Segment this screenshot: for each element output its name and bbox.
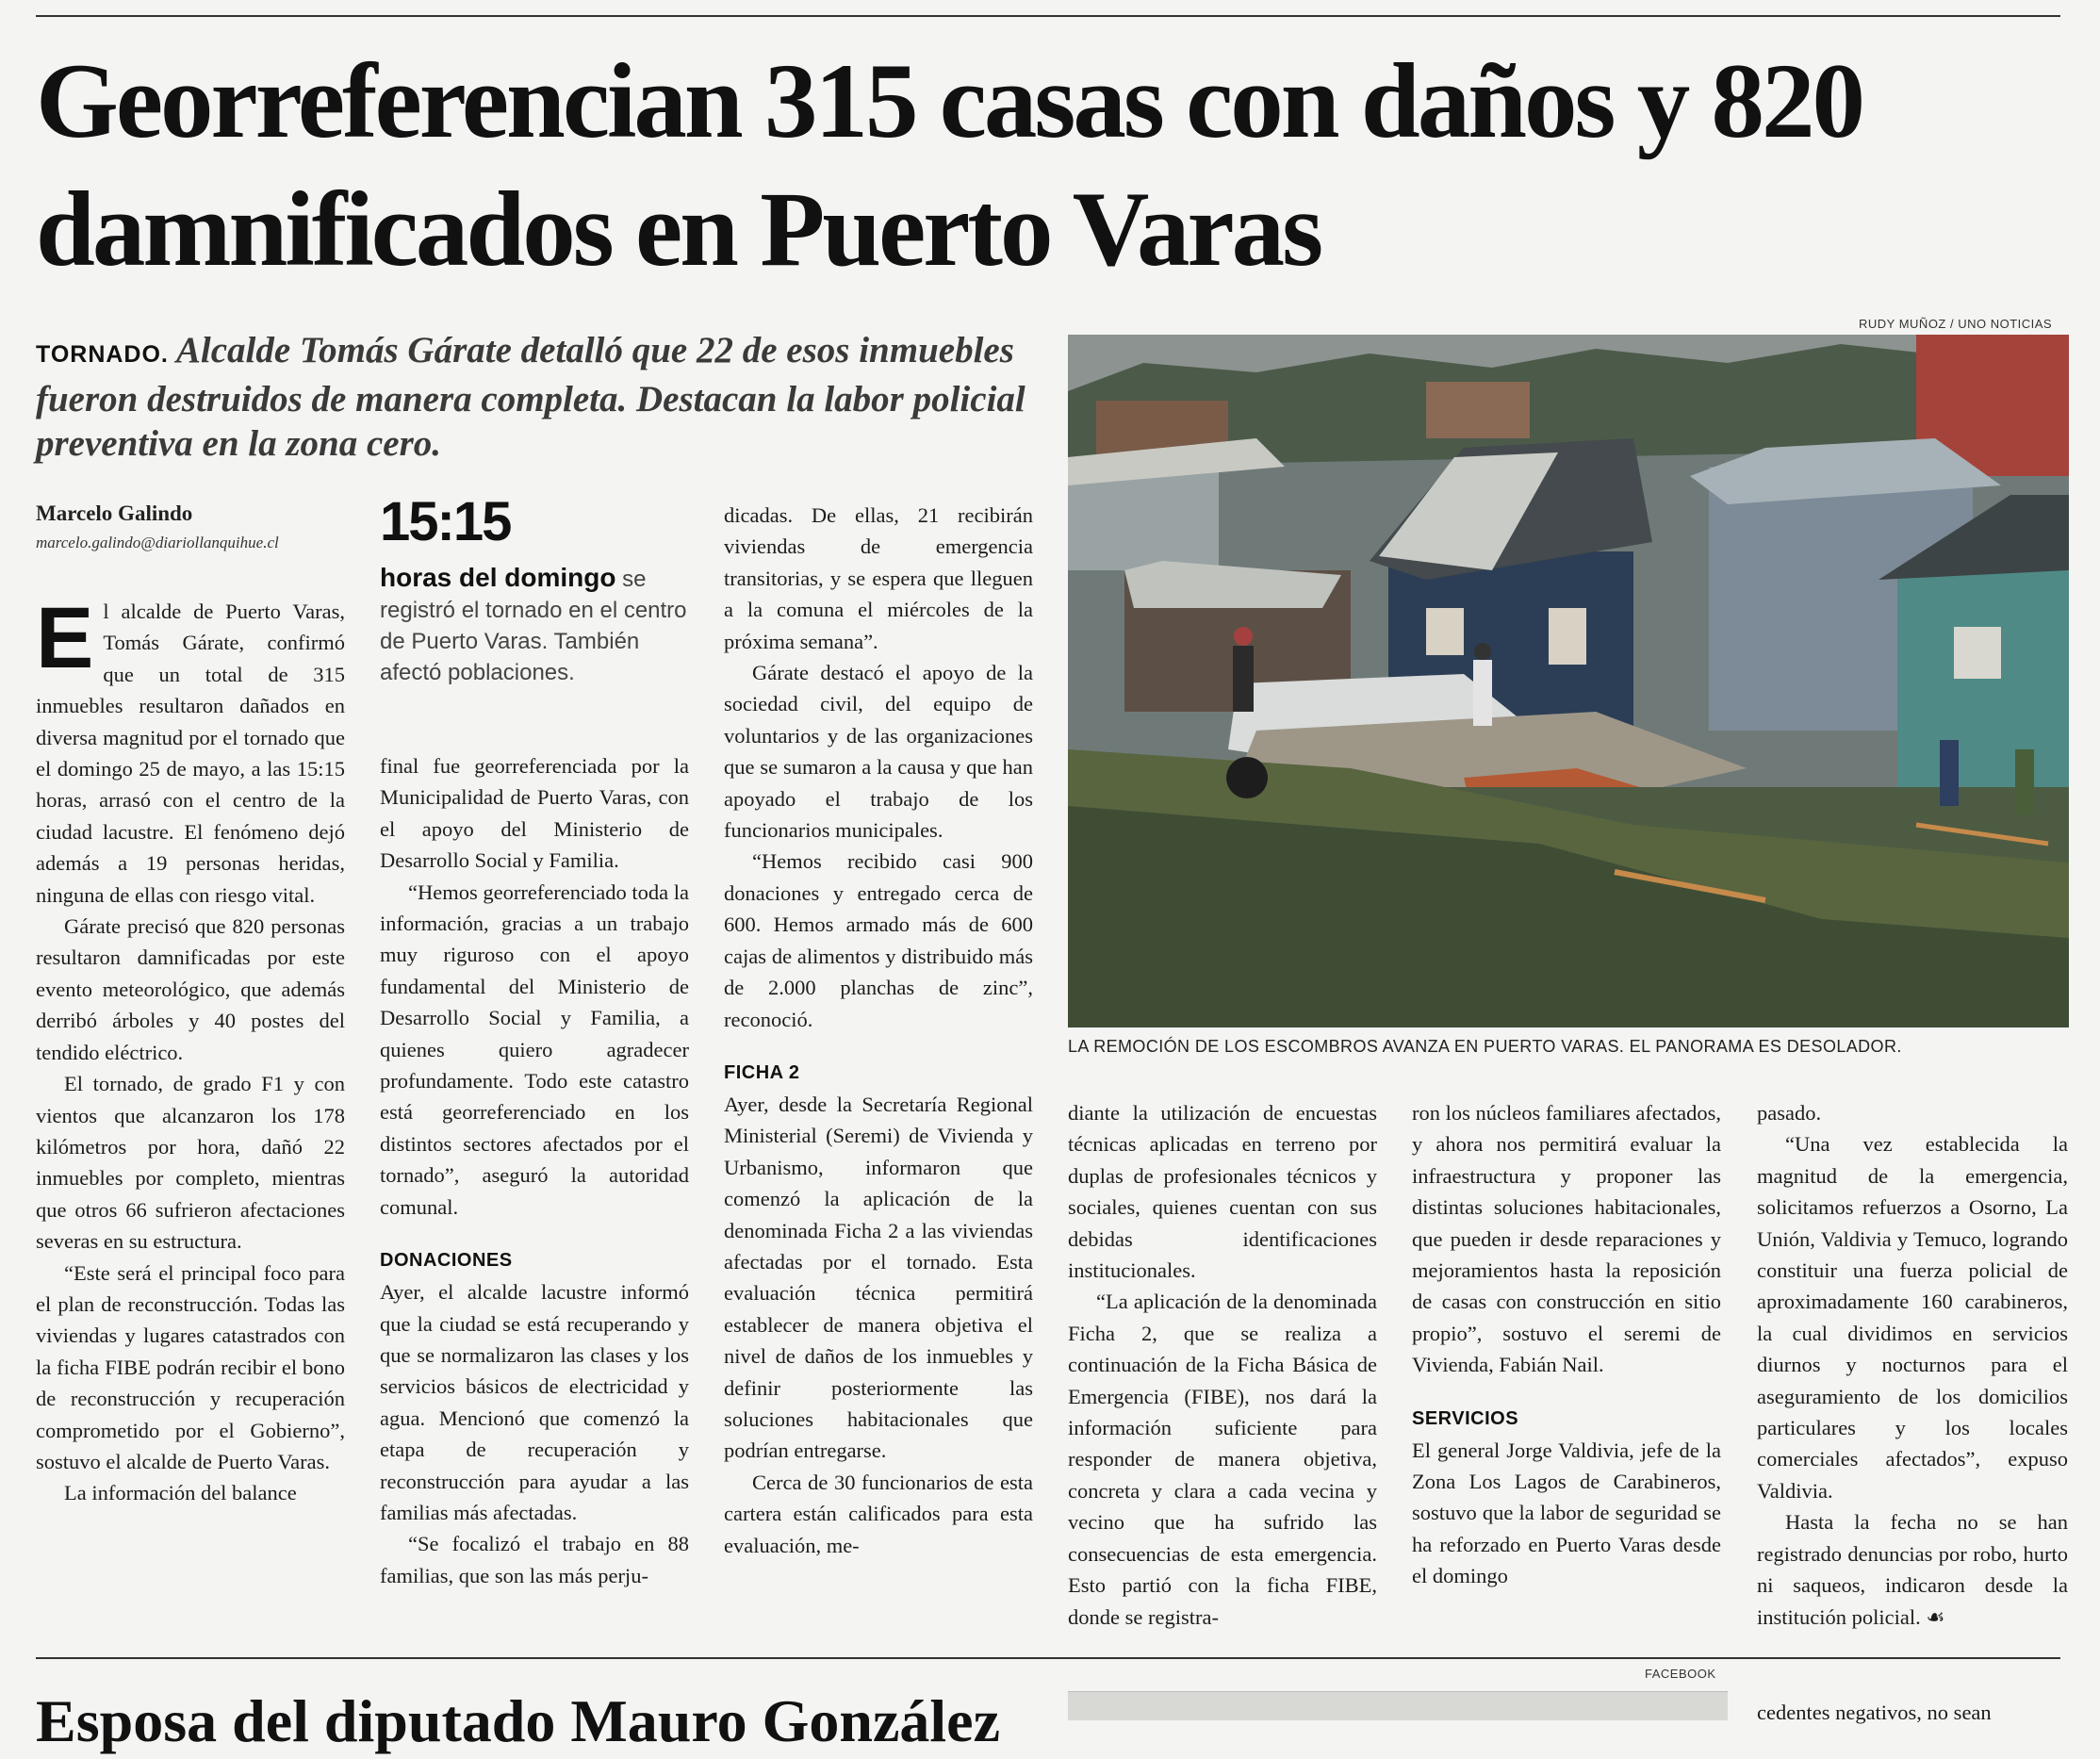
paragraph: El general Jorge Valdivia, jefe de la Zona Los Lagos de Carabineros, sostuvo que la labor de seguridad se ha reforzado en Puerto Varas desde el domingo [1412,1438,1721,1588]
paragraph: Ayer, desde la Secretaría Regional Ministerial (Seremi) de Vivienda y Urbanismo, informaron que comenzó la aplicación de la denominada Ficha 2 a las viviendas afectadas por el tornado. Esta evaluación técnica permitirá establecer de manera objetiva el nivel de daños de los inmuebles y definir posteriormente las soluciones habitacionales que podrían entregarse. [724,1092,1033,1463]
subheading-ficha-2: FICHA 2 [724,1061,800,1083]
paragraph: final fue georreferenciada por la Municipalidad de Puerto Varas, con el apoyo del Ministerio de Desarrollo Social y Familia. [380,754,689,873]
author-name: Marcelo Galindo [36,501,193,525]
column-3 [724,500,1033,1561]
paragraph: “Una vez establecida la magnitud de la emergencia, solicitamos refuerzos a Osorno, La Unión, Valdivia y Temuco, logrando constituir una fuerza policial de aproximadamente 160 carabineros, la cual dividimos en servicios diurnos y nocturnos para el aseguramiento de los domicilios particulares y los locales comerciales afectados”, expuso Valdivia. [1757,1132,2068,1503]
next-article-text: cedentes negativos, no sean [1757,1701,1992,1724]
paragraph: El tornado, de grado F1 y con vientos que alcanzaron los 178 kilómetros por hora, dañó 22 inmuebles por completo, mientras que otros 66 sufrieron afectaciones severas en su estructura. [36,1072,345,1254]
column-5 [1412,1097,1721,1592]
paragraph [36,590,345,911]
paragraph: Ayer, el alcalde lacustre informó que la ciudad se está recuperando y que se normalizaron las clases y los servicios básicos de electricidad y agua. Mencionó que comenzó la etapa de recuperación y reconstrucción para ayudar a las familias más afectadas. [380,1280,689,1524]
subheading-donaciones: DONACIONES [380,1250,513,1272]
lead-tag: TORNADO. [36,341,169,368]
top-rule [36,15,2060,17]
lead-text: Alcalde Tomás Gárate detalló que 22 de esos inmuebles fueron destruidos de manera completa. Destacan la labor policial preventiva en la zona cero. [36,330,1025,464]
paragraph: diante la utilización de encuestas técnicas aplicadas en terreno por duplas de profesionales técnicos y sociales, quienes cuentan con sus debidas identificaciones institucionales. [1068,1101,1377,1283]
paragraph: “Hemos georreferenciado toda la información, gracias a un trabajo muy riguroso con el apoyo fundamental del Ministerio de Desarrollo Social y Familia, a quienes quiero agradecer profundamente. Todo este catastro está georreferenciado en los distintos sectores afectados por el tornado”, aseguró la autoridad comunal. [380,880,689,1219]
subheading-servicios: SERVICIOS [1412,1407,1519,1429]
author-email: marcelo.galindo@diariollanquihue.cl [36,534,279,551]
paragraph: pasado. [1757,1101,1822,1125]
paragraph: “La aplicación de la denominada Ficha 2, que se realiza a continuación de la Ficha Básica de Emergencia (FIBE), nos dará la información suficiente para responder de manera objetiva, concreta y clara a cada vecina y vecino que ha sufrido las consecuencias de esta emergencia. Esto partió con la ficha FIBE, donde se registra- [1068,1290,1377,1629]
stat-rest: se registró el tornado en el centro de Puerto Varas. También afectó poblaciones. [380,567,687,685]
paragraph: Gárate destacó el apoyo de la sociedad civil, del equipo de voluntarios y de las organizaciones que se sumaron a la causa y que han apoyado el trabajo de los funcionarios municipales. [724,661,1033,843]
paragraph: dicadas. De ellas, 21 recibirán viviendas de emergencia transitorias, y se espera que lleguen a la comuna el miércoles de la próxima semana”. [724,503,1033,653]
column-4 [1068,1097,1377,1633]
dropcap: E [36,590,94,686]
paragraph: Cerca de 30 funcionarios de esta cartera están calificados para esta evaluación, me- [724,1470,1033,1557]
column-1 [36,590,345,1509]
bottom-rule [36,1657,2060,1659]
column-2 [380,750,689,1591]
paragraph: Hasta la fecha no se han registrado denuncias por robo, hurto ni saqueos, indicaron desde la institución policial. ☙ [1757,1510,2068,1629]
stat-box [380,492,691,688]
article-lead [36,328,1025,466]
stat-bold: horas del domingo [380,563,616,592]
next-photo-credit: FACEBOOK [1645,1667,1716,1681]
stat-text [380,562,691,688]
paragraph-text: l alcalde de Puerto Varas, Tomás Gárate, confirmó que un total de 315 inmuebles resultaron dañados en diversa magnitud por el tornado que el domingo 25 de mayo, a las 15:15 horas, arrasó con el centro de la ciudad lacustre. El fenómeno dejó además a 19 personas heridas, ninguna de ellas con riesgo vital. [36,600,345,907]
photo-credit: RUDY MUÑOZ / UNO NOTICIAS [1859,317,2053,331]
byline [36,501,279,552]
photo-caption: LA REMOCIÓN DE LOS ESCOMBROS AVANZA EN PUERTO VARAS. EL PANORAMA ES DESOLADOR. [1068,1037,1902,1056]
column-6 [1757,1097,2068,1633]
article-photo [1068,335,2069,1027]
paragraph: “Hemos recibido casi 900 donaciones y entregado cerca de 600. Hemos armado más de 600 cajas de alimentos y distribuido más de 2.000 planchas de zinc”, reconoció. [724,849,1033,1031]
paragraph: ron los núcleos familiares afectados, y ahora nos permitirá evaluar la infraestructura y proponer las distintas soluciones habitacionales, que pueden ir desde reparaciones y mejoramientos hasta la reposición de casas con construcción en sitio propio”, sostuvo el seremi de Vivienda, Fabián Nail. [1412,1101,1722,1377]
photo-illustration [1068,335,2069,1027]
article-headline: Georreferencian 315 casas con daños y 820 damnificados en Puerto Varas [36,42,1863,288]
paragraph: “Se focalizó el trabajo en 88 familias, que son las más perju- [380,1532,689,1587]
stat-number: 15:15 [380,491,511,552]
paragraph: “Este será el principal foco para el plan de reconstrucción. Todas las viviendas y lugares catastrados con la ficha FIBE podrán recibir el bono de reconstrucción y recuperación comprometido por el Gobierno”, sostuvo el alcalde de Puerto Varas. [36,1260,345,1473]
paragraph: Gárate precisó que 820 personas resultaron damnificadas por este evento meteorológico, que además derribó árboles y 40 postes del tendido eléctrico. [36,914,345,1064]
paragraph: La información del balance [64,1481,297,1505]
next-article-headline: Esposa del diputado Mauro González [36,1687,1000,1754]
next-article-photo [1068,1691,1728,1720]
